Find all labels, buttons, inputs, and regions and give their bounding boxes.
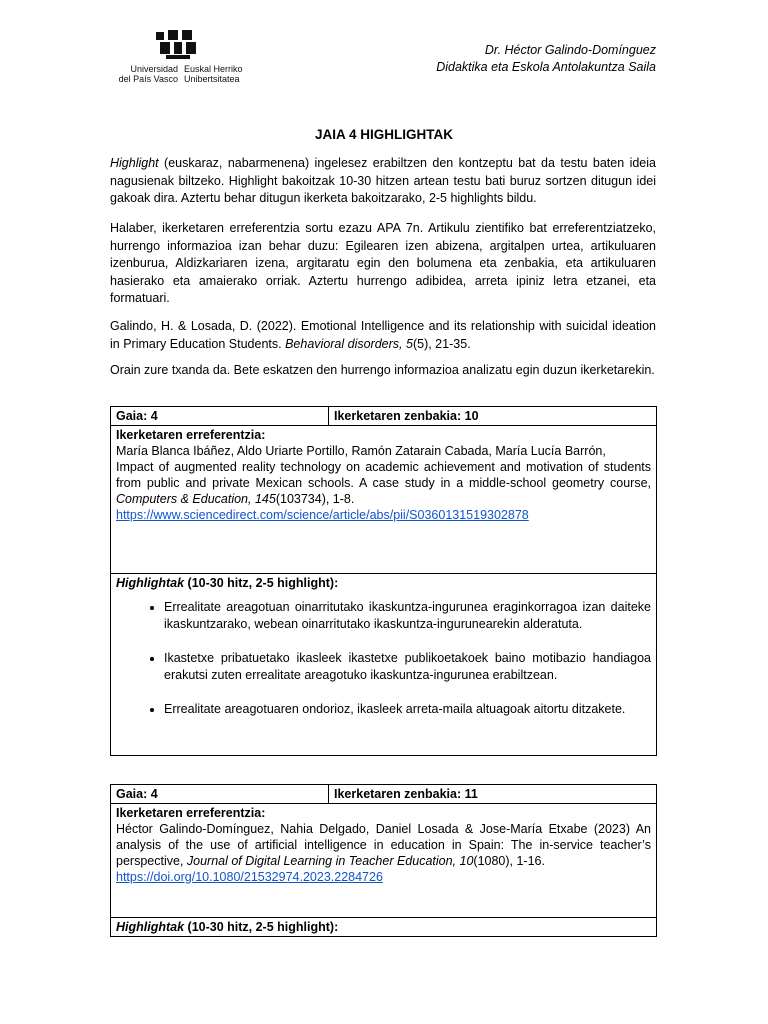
reference-cell [111, 426, 657, 574]
highlights-cell [111, 918, 657, 937]
highlight-item: • Errealitate areagotuaren ondorioz, ikasleek arreta-maila altuagoak aitortu ditzakete. [164, 701, 651, 718]
reference-cell [111, 804, 657, 918]
intro-paragraph-2: Halaber, ikerketaren erreferentzia sortu ezazu APA 7n. Artikulu zientifiko bat erreferentziatzeko, hurrengo informazioa izan behar duzu: Egilearen izen abizena, argitalpen urtea, artikuluaren izenburua, Aldizkariaren izena, argitaratu egin den bolumena eta zenbakia, eta artikuluaren hasierako eta amaierako orriak. Aztertu hurrengo adibidea, arreta ipiniz letra etzanei, eta formatuari. [110, 221, 656, 306]
page-title: JAIA 4 HIGHLIGHTAK [314, 127, 453, 142]
reference-label: Ikerketaren erreferentzia: [116, 428, 266, 442]
intro-paragraph-1: Highlight (euskaraz, nabarmenena) ingelesez erabiltzen den kontzeptu bat da testu baten ideia nagusienak biltzeko. Highlight bakoitzak 10-30 hitzen artean testu bati buruz sortzen ditugun idei gakoak dira. Aztertu behar ditugun ikerketa bakoitzarako, 2-5 highlights bildu. [110, 156, 656, 206]
reference-citation: Héctor Galindo-Domínguez, Nahia Delgado, Daniel Losada & Jose-María Etxabe (2023) An analysis of the use of artificial intelligence in education in Spain: The in-service teacher’s perspective, Journal of Digital Learning in Teacher Education, 10(1080), 1-16. [116, 822, 651, 868]
highlights-cell [111, 574, 657, 756]
study-number-cell: Ikerketaren zenbakia: 10 [329, 407, 657, 426]
reference-citation: Impact of augmented reality technology on academic achievement and motivation of students from public and private Mexican schools. A case study in a middle-school geometry course, Computers & Education, 145(103734), 1-8. [116, 460, 651, 506]
highlight-item: • Errealitate areagotuan oinarritutako ikaskuntza-ingurunea eraginkorragoa izan daiteke ikaskuntzarako, webean oinarritutako ikaskuntza-ingurunearekin alderatuta. [164, 599, 651, 633]
reference-link[interactable]: https://www.sciencedirect.com/science/article/abs/pii/S0360131519302878 [116, 508, 529, 522]
highlights-list [116, 599, 651, 718]
university-logo [112, 28, 262, 88]
highlights-label: Highlightak (10-30 hitz, 2-5 highlight): [116, 920, 339, 934]
logo-text-basque: Euskal Herriko Unibertsitatea [184, 64, 243, 84]
logo-text-spanish: Universidad del País Vasco [118, 64, 178, 84]
author-block [436, 42, 656, 76]
topic-cell: Gaia: 4 [111, 785, 329, 804]
department-name: Didaktika eta Eskola Antolakuntza Saila [436, 60, 656, 74]
study-number-cell: Ikerketaren zenbakia: 11 [329, 785, 657, 804]
reference-authors: María Blanca Ibáñez, Aldo Uriarte Portillo, Ramón Zatarain Cabada, María Lucía Barrón, [116, 444, 606, 458]
author-name: Dr. Héctor Galindo-Domínguez [484, 43, 656, 57]
highlight-item: • Ikastetxe pribatuetako ikasleek ikastetxe publikoetakoek baino motibazio handiagoa erakutsi zuten errealitate areagotuko ikaskuntza-ingurunea erabiltzean. [164, 650, 651, 684]
research-card-11 [110, 784, 657, 937]
reference-link[interactable]: https://doi.org/10.1080/21532974.2023.2284726 [116, 870, 383, 884]
highlights-label: Highlightak (10-30 hitz, 2-5 highlight): [116, 576, 339, 590]
upv-ehu-emblem-icon [152, 28, 212, 62]
reference-label: Ikerketaren erreferentzia: [116, 806, 266, 820]
research-card-10 [110, 406, 657, 756]
instruction-paragraph: Orain zure txanda da. Bete eskatzen den hurrengo informazioa analizatu egin duzun ikerketarekin. [110, 363, 655, 377]
topic-cell: Gaia: 4 [111, 407, 329, 426]
example-reference: Galindo, H. & Losada, D. (2022). Emotional Intelligence and its relationship with suicidal ideation in Primary Education Students. Behavioral disorders, 5(5), 21-35. [110, 319, 656, 351]
